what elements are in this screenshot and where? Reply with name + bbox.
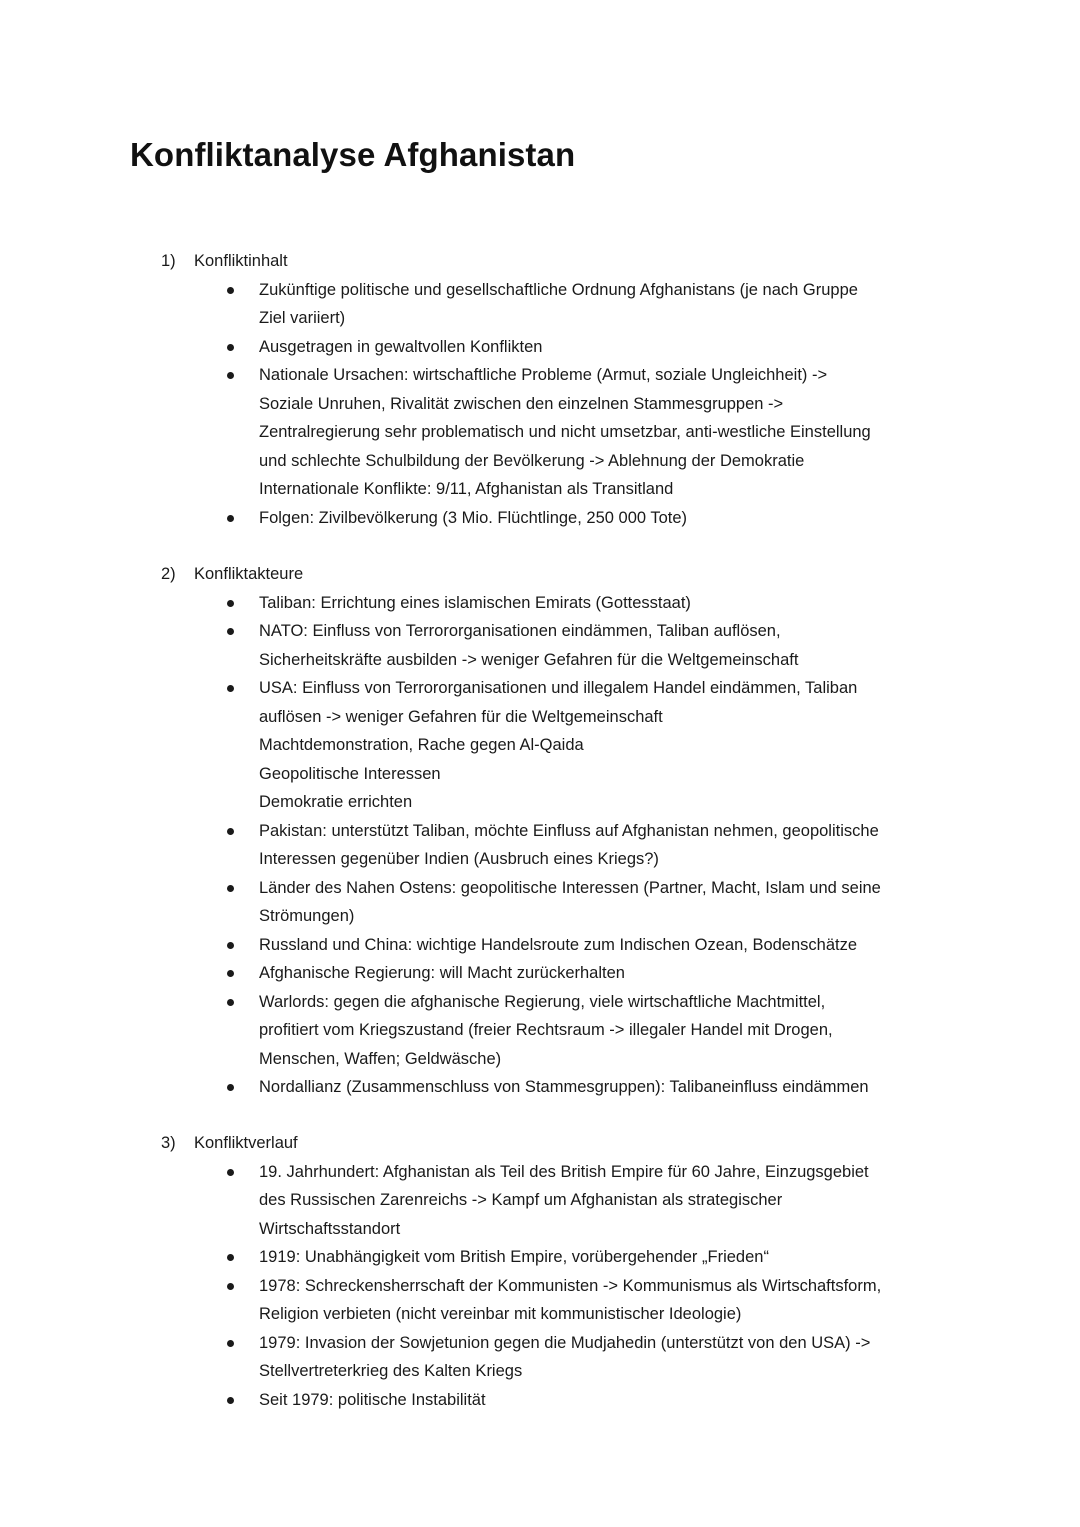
- bullet-text-line: Geopolitische Interessen: [259, 764, 441, 783]
- bullet-text-line: Taliban: Errichtung eines islamischen Emirats (Gottesstaat): [259, 593, 691, 612]
- bullet-text-line: Machtdemonstration, Rache gegen Al-Qaida: [259, 736, 584, 754]
- list-item: [0, 1386, 1080, 1415]
- list-item: [0, 276, 1080, 333]
- list-item: [0, 361, 1080, 504]
- bullet-text-line: Zentralregierung sehr problematisch und nicht umsetzbar, anti-westliche Einstellung: [259, 423, 871, 441]
- bullet-text-line: 19. Jahrhundert: Afghanistan als Teil des British Empire für 60 Jahre, Einzugsgebiet: [259, 1162, 869, 1181]
- section-heading-label: Konfliktakteure: [194, 565, 304, 583]
- list-item: [0, 874, 1080, 931]
- section-heading-label: Konfliktverlauf: [194, 1134, 298, 1152]
- bullet-dot-icon: [227, 515, 234, 522]
- bullet-text-line: 1978: Schreckensherrschaft der Kommunisten -> Kommunismus als Wirtschaftsform,: [259, 1276, 882, 1295]
- bullet-text-line: Warlords: gegen die afghanische Regierung, viele wirtschaftliche Machtmittel,: [259, 992, 826, 1011]
- bullet-text-line: Ziel variiert): [259, 309, 346, 327]
- bullet-dot-icon: [227, 1254, 234, 1261]
- bullet-text-line: Folgen: Zivilbevölkerung (3 Mio. Flüchtlinge, 250 000 Tote): [259, 508, 688, 527]
- section-heading: [0, 560, 1080, 589]
- list-item: [0, 1073, 1080, 1102]
- bullet-dot-icon: [227, 600, 234, 607]
- bullet-dot-icon: [227, 999, 234, 1006]
- list-item: [0, 1158, 1080, 1244]
- bullet-text-line: Afghanische Regierung: will Macht zurückerhalten: [259, 964, 625, 982]
- list-item: [0, 333, 1080, 362]
- bullet-text-line: Soziale Unruhen, Rivalität zwischen den einzelnen Stammesgruppen ->: [259, 394, 784, 413]
- bullet-text-line: Wirtschaftsstandort: [259, 1219, 401, 1238]
- bullet-text-line: USA: Einfluss von Terrororganisationen und illegalem Handel eindämmen, Taliban: [259, 679, 858, 697]
- bullet-text-line: Zukünftige politische und gesellschaftliche Ordnung Afghanistans (je nach Gruppe: [259, 280, 858, 299]
- bullet-text-line: Interessen gegenüber Indien (Ausbruch eines Kriegs?): [259, 850, 659, 868]
- list-item: [0, 931, 1080, 960]
- bullet-list: [0, 276, 1080, 533]
- bullet-text-line: Demokratie errichten: [259, 793, 413, 811]
- list-item: [0, 988, 1080, 1074]
- bullet-dot-icon: [227, 628, 234, 635]
- section-heading-label: Konfliktinhalt: [194, 252, 288, 270]
- list-item: [0, 1243, 1080, 1272]
- section-konfliktinhalt: [0, 247, 1080, 532]
- bullet-text-line: Strömungen): [259, 907, 355, 925]
- list-item: [0, 674, 1080, 817]
- bullet-dot-icon: [227, 942, 234, 949]
- bullet-text-line: Ausgetragen in gewaltvollen Konflikten: [259, 337, 543, 356]
- bullet-text-line: Nationale Ursachen: wirtschaftliche Probleme (Armut, soziale Ungleichheit) ->: [259, 366, 828, 384]
- bullet-dot-icon: [227, 685, 234, 692]
- bullet-dot-icon: [227, 970, 234, 977]
- bullet-list: [0, 589, 1080, 1102]
- section-konfliktverlauf: [0, 1129, 1080, 1414]
- list-item: [0, 617, 1080, 674]
- bullet-text-line: profitiert vom Kriegszustand (freier Rechtsraum -> illegaler Handel mit Drogen,: [259, 1021, 833, 1039]
- bullet-text-line: Länder des Nahen Ostens: geopolitische Interessen (Partner, Macht, Islam und seine: [259, 878, 881, 897]
- bullet-text-line: Internationale Konflikte: 9/11, Afghanistan als Transitland: [259, 480, 674, 498]
- section-number: 2): [161, 565, 176, 583]
- bullet-text-line: auflösen -> weniger Gefahren für die Weltgemeinschaft: [259, 707, 663, 726]
- bullet-dot-icon: [227, 1340, 234, 1347]
- list-item: [0, 959, 1080, 988]
- bullet-text-line: 1919: Unabhängigkeit vom British Empire, vorübergehender „Frieden“: [259, 1248, 769, 1266]
- document-title: Konfliktanalyse Afghanistan: [130, 136, 576, 173]
- bullet-list: [0, 1158, 1080, 1415]
- list-item: [0, 1272, 1080, 1329]
- bullet-dot-icon: [227, 1169, 234, 1176]
- section-konfliktakteure: [0, 560, 1080, 1102]
- list-item: [0, 504, 1080, 533]
- bullet-text-line: NATO: Einfluss von Terrororganisationen eindämmen, Taliban auflösen,: [259, 622, 781, 640]
- bullet-text-line: Nordallianz (Zusammenschluss von Stammesgruppen): Talibaneinfluss eindämmen: [259, 1078, 869, 1096]
- bullet-text-line: des Russischen Zarenreichs -> Kampf um Afghanistan als strategischer: [259, 1191, 783, 1209]
- bullet-dot-icon: [227, 1283, 234, 1290]
- list-item: [0, 1329, 1080, 1386]
- bullet-text-line: Stellvertreterkrieg des Kalten Kriegs: [259, 1362, 523, 1380]
- list-item: [0, 589, 1080, 618]
- section-heading: [0, 1129, 1080, 1158]
- bullet-text-line: 1979: Invasion der Sowjetunion gegen die Mudjahedin (unterstützt von den USA) ->: [259, 1333, 871, 1352]
- bullet-text-line: Russland und China: wichtige Handelsroute zum Indischen Ozean, Bodenschätze: [259, 935, 858, 954]
- bullet-dot-icon: [227, 885, 234, 892]
- bullet-text-line: Religion verbieten (nicht vereinbar mit kommunistischer Ideologie): [259, 1305, 742, 1323]
- bullet-text-line: und schlechte Schulbildung der Bevölkerung -> Ablehnung der Demokratie: [259, 451, 805, 470]
- bullet-dot-icon: [227, 1084, 234, 1091]
- list-item: [0, 817, 1080, 874]
- bullet-dot-icon: [227, 1397, 234, 1404]
- bullet-dot-icon: [227, 828, 234, 835]
- bullet-dot-icon: [227, 344, 234, 351]
- section-heading: [0, 247, 1080, 276]
- bullet-dot-icon: [227, 287, 234, 294]
- bullet-text-line: Sicherheitskräfte ausbilden -> weniger Gefahren für die Weltgemeinschaft: [259, 650, 799, 669]
- section-number: 1): [161, 252, 176, 270]
- bullet-text-line: Menschen, Waffen; Geldwäsche): [259, 1049, 502, 1068]
- bullet-dot-icon: [227, 372, 234, 379]
- section-number: 3): [161, 1134, 176, 1152]
- bullet-text-line: Pakistan: unterstützt Taliban, möchte Einfluss auf Afghanistan nehmen, geopolitische: [259, 821, 879, 840]
- bullet-text-line: Seit 1979: politische Instabilität: [259, 1390, 486, 1409]
